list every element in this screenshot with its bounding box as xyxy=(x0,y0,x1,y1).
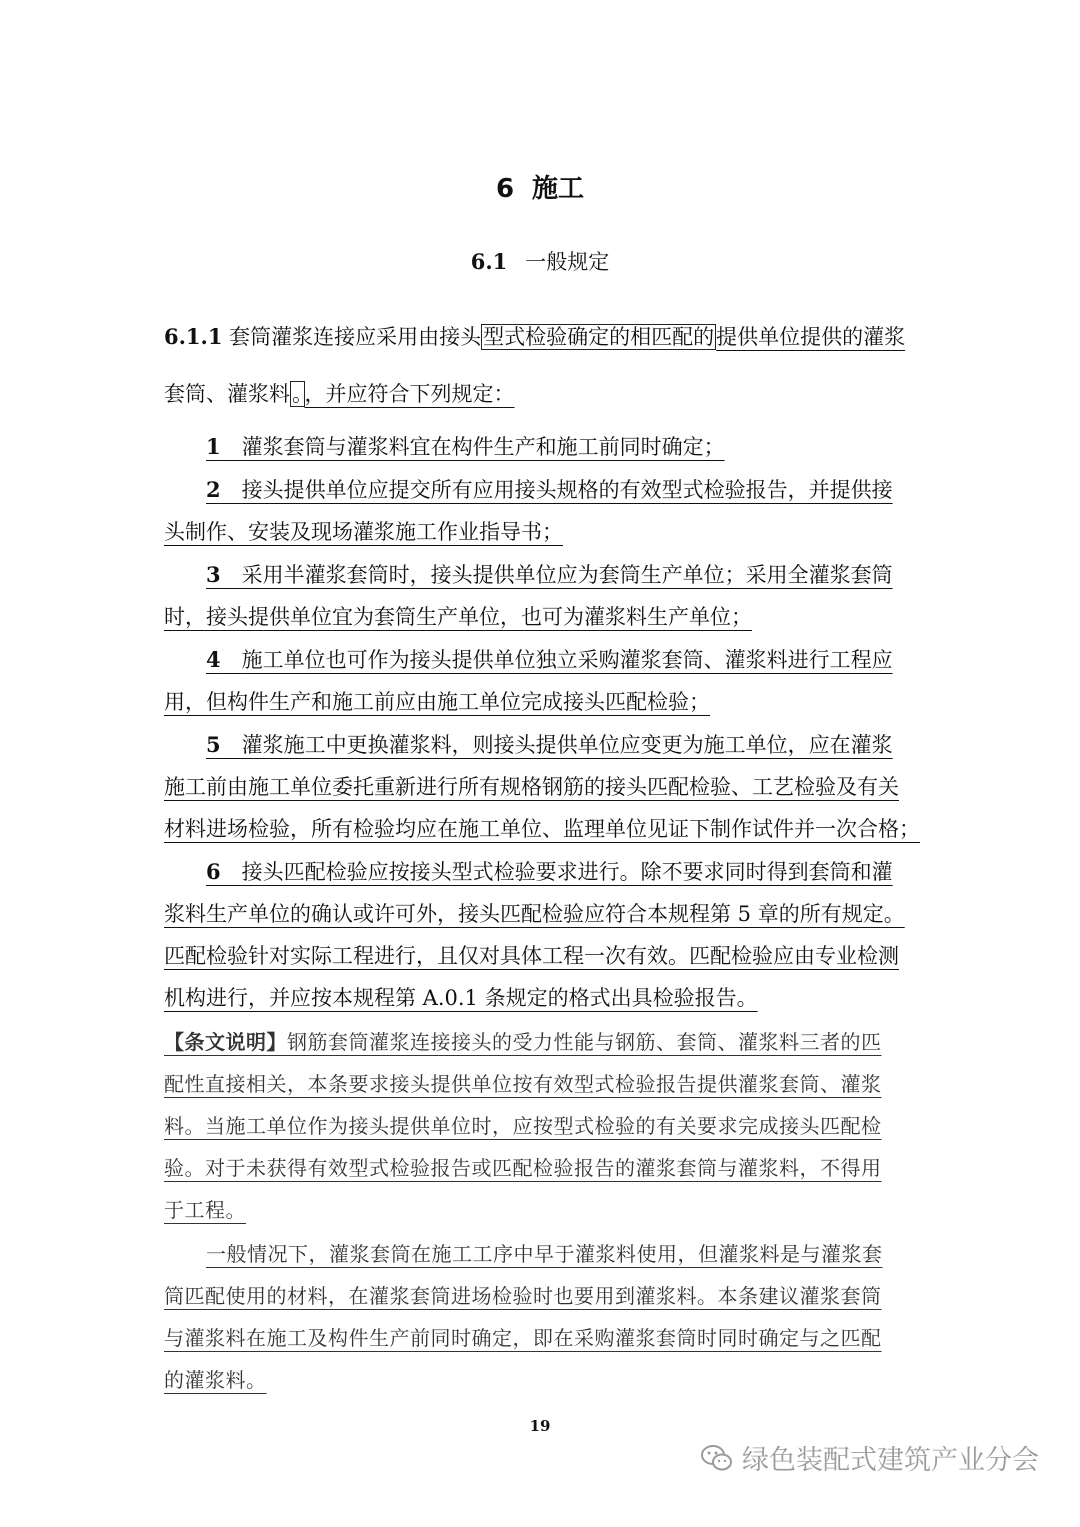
item-number: 4 xyxy=(206,647,221,672)
list-item-cont: 用，但构件生产和施工前应由施工单位完成接头匹配检验； xyxy=(164,690,710,714)
note-line: 配性直接相关，本条要求接头提供单位按有效型式检验报告提供灌浆套筒、灌浆 xyxy=(164,1072,882,1096)
list-item-cont: 头制作、安装及现场灌浆施工作业指导书； xyxy=(164,520,563,544)
list-item-cont: 浆料生产单位的确认或许可外，接头匹配检验应符合本规程第 5 章的所有规定。 xyxy=(164,902,905,926)
note-line: 【条文说明】钢筋套筒灌浆连接接头的受力性能与钢筋、套筒、灌浆料三者的匹 xyxy=(164,1030,882,1054)
clause-line-1 xyxy=(164,321,905,351)
list-item: 3 采用半灌浆套筒时，接头提供单位应为套筒生产单位；采用全灌浆套筒 xyxy=(206,562,893,587)
underlined-text: ，并应符合下列规定： xyxy=(304,382,515,406)
item-number: 1 xyxy=(206,434,221,459)
clause-text: 套筒灌浆连接应采用由接头 xyxy=(229,325,482,349)
item-number: 6 xyxy=(206,859,221,884)
item-number: 5 xyxy=(206,732,221,757)
clause-line-2 xyxy=(164,378,515,408)
section-number: 6.1 xyxy=(470,249,508,274)
item-number: 2 xyxy=(206,477,221,502)
watermark-text: 绿色装配式建筑产业分会 xyxy=(742,1445,1039,1476)
wechat-icon xyxy=(700,1443,734,1473)
list-item-cont: 施工前由施工单位委托重新进行所有规格钢筋的接头匹配检验、工艺检验及有关 xyxy=(164,775,899,799)
note-label: 【条文说明】 xyxy=(164,1030,287,1054)
list-item-cont: 时，接头提供单位宜为套筒生产单位，也可为灌浆料生产单位； xyxy=(164,605,752,629)
note-line: 验。对于未获得有效型式检验报告或匹配检验报告的灌浆套筒与灌浆料，不得用 xyxy=(164,1156,882,1180)
list-item: 2 接头提供单位应提交所有应用接头规格的有效型式检验报告，并提供接 xyxy=(206,477,893,502)
item-number: 3 xyxy=(206,562,221,587)
note-line: 的灌浆料。 xyxy=(164,1368,267,1392)
list-item: 1 灌浆套筒与灌浆料宜在构件生产和施工前同时确定； xyxy=(206,434,725,459)
list-item-cont: 匹配检验针对实际工程进行，且仅对具体工程一次有效。匹配检验应由专业检测 xyxy=(164,944,899,968)
underlined-text: 提供单位提供的灌浆 xyxy=(716,325,906,349)
boxed-text: 。 xyxy=(292,382,303,406)
list-item: 5 灌浆施工中更换灌浆料，则接头提供单位应变更为施工单位，应在灌浆 xyxy=(206,732,893,757)
list-item: 6 接头匹配检验应按接头型式检验要求进行。除不要求同时得到套筒和灌 xyxy=(206,859,893,884)
list-item-cont: 机构进行，并应按本规程第 A.0.1 条规定的格式出具检验报告。 xyxy=(164,986,758,1010)
note-line: 于工程。 xyxy=(164,1198,246,1222)
list-item: 4 施工单位也可作为接头提供单位独立采购灌浆套筒、灌浆料进行工程应 xyxy=(206,647,893,672)
note-line: 料。当施工单位作为接头提供单位时，应按型式检验的有关要求完成接头匹配检 xyxy=(164,1114,882,1138)
note-line: 一般情况下，灌浆套筒在施工工序中早于灌浆料使用，但灌浆料是与灌浆套 xyxy=(206,1242,883,1266)
clause-text: 套筒、灌浆料 xyxy=(164,382,290,406)
section-name: 一般规定 xyxy=(525,250,610,274)
list-item-cont: 材料进场检验，所有检验均应在施工单位、监理单位见证下制作试件并一次合格； xyxy=(164,817,920,841)
boxed-text: 型式检验确定的相匹配的 xyxy=(483,325,715,349)
section-title xyxy=(0,246,1080,276)
page-number: 19 xyxy=(529,1417,551,1435)
watermark xyxy=(700,1438,1039,1477)
note-line: 与灌浆料在施工及构件生产前同时确定，即在采购灌浆套筒时同时确定与之匹配 xyxy=(164,1326,882,1350)
chapter-name: 施工 xyxy=(532,174,585,204)
note-line: 筒匹配使用的材料，在灌浆套筒进场检验时也要用到灌浆料。本条建议灌浆套筒 xyxy=(164,1284,882,1308)
clause-number: 6.1.1 xyxy=(164,324,223,349)
chapter-title xyxy=(0,168,1080,205)
chapter-number: 6 xyxy=(495,174,515,204)
